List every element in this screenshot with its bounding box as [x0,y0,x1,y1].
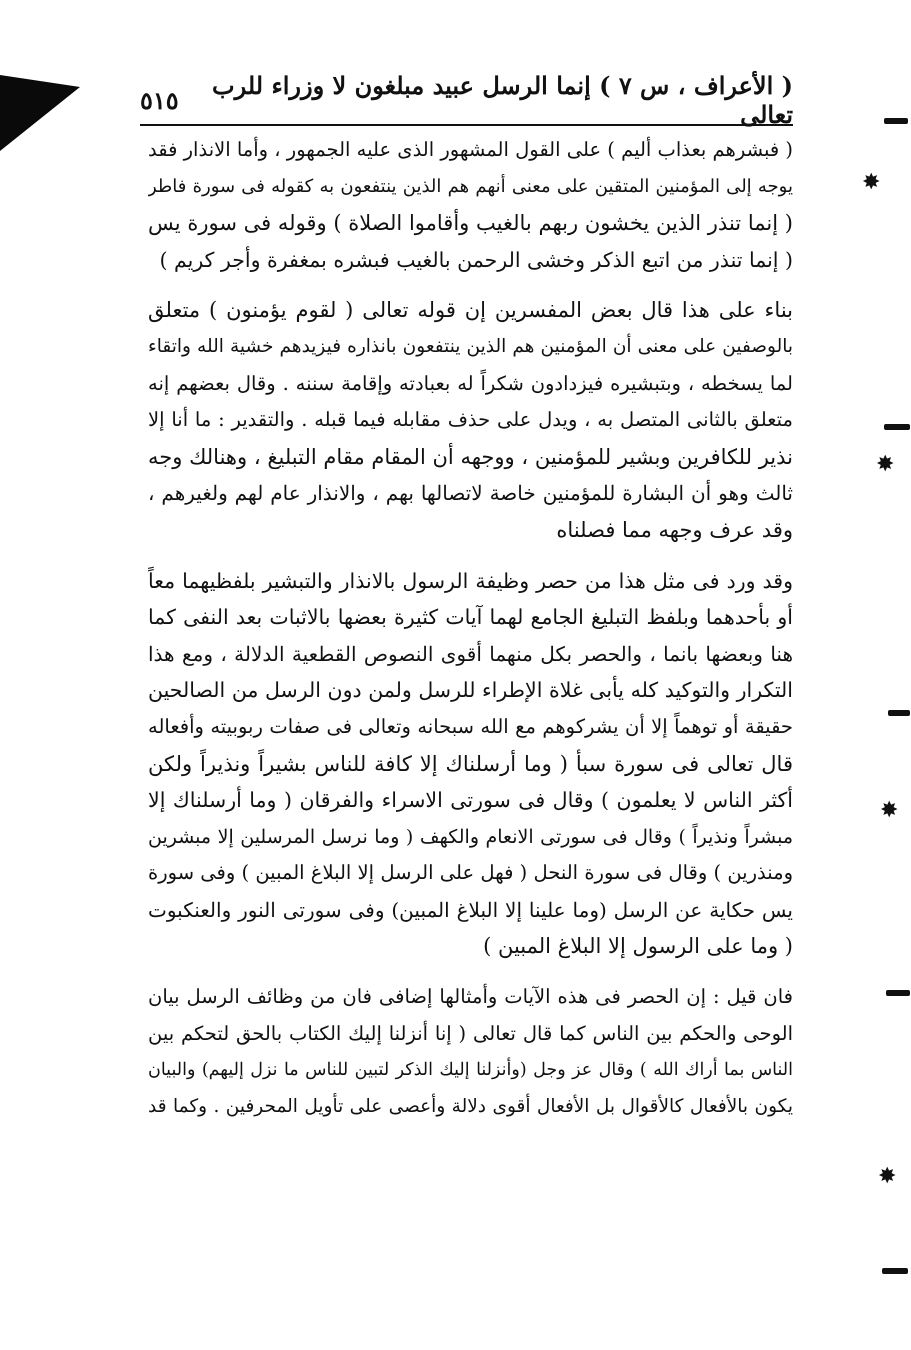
text-line: يس حكاية عن الرسل (وما علينا إلا البلاغ المبين) وفى سورتى النور والعنكبوت [148,897,793,922]
margin-mark [884,118,908,124]
text-line: فان قيل : إن الحصر فى هذه الآيات وأمثالها إضافى فان من وظائف الرسل بيان [148,985,793,1009]
black-corner-tab [0,49,80,151]
book-page: ( الأعراف ، س ٧ ) إنما الرسل عبيد مبلغون لا وزراء للرب تعالى ٥١٥ ( فبشرهم بعذاب أليم ) على القول المشهور الذى عليه الجمهور ، وأما الانذار فقد يوجه إلى المؤمنين المتقين على معنى أنهم هم الذين ينتفعون به كقوله فى سورة فاطر ( إنما تنذر الذين يخشون ربهم بالغيب وأقاموا الصلاة ) وقوله فى سورة يس ( إنما تنذر من اتبع الذكر وخشى الرحمن بالغيب فبشره بمغفرة وأجر كريم ) بناء على هذا قال بعض المفسرين إن قوله تعالى ( لقوم يؤمنون ) متعلق بالوصفين على معنى أن المؤمنين هم الذين ينتفعون بانذاره فيزيدهم خشية الله واتقاء لما يسخطه ، وبتبشيره فيزدادون شكراً له بعبادته وإقامة سننه . وقال بعضهم إنه متعلق بالثانى المتصل به ، ويدل على حذف مقابله فيما قبله . والتقدير : ما أنا إلا نذير للكافرين وبشير للمؤمنين ، ووجهه أن المقام مقام التبليغ ، وهنالك وجه ثالث وهو أن البشارة للمؤمنين خاصة لاتصالها بهم ، والانذار عام لهم ولغيرهم ، وقد عرف وجهه مما فصلناه وقد ورد فى مثل هذا من حصر وظيفة الرسول بالانذار والتبشير بلفظيهما معاً أو بأحدهما وبلفظ التبليغ الجامع لهما آيات كثيرة بعضها بالاثبات بعد النفى كما هنا وبعضها بانما ، والحصر بكل منهما أقوى النصوص القطعية الدلالة ، ومع هذا التكرار والتوكيد كله يأبى غلاة الإطراء للرسل ولمن دون الرسل من الصالحين حقيقة أو توهماً إلا أن يشركوهم مع الله سبحانه وتعالى فى صفات ربوبيته وأفعاله قال تعالى فى سورة سبأ ( وما أرسلناك إلا كافة للناس بشيراً ونذيراً ولكن أكثر الناس لا يعلمون ) وقال فى سورتى الاسراء والفرقان ( وما أرسلناك إلا مبشراً ونذيراً ) وقال فى سورتى الانعام والكهف ( وما نرسل المرسلين إلا مبشرين ومنذرين ) وقال فى سورة النحل ( فهل على الرسل إلا البلاغ المبين ) وفى سورة يس حكاية عن الرسل (وما علينا إلا البلاغ المبين) وفى سورتى النور والعنكبوت ( وما على الرسول إلا البلاغ المبين ) فان قيل : إن الحصر فى هذه الآيات وأمثالها إضافى فان من وظائف الرسل بيان الوحى والحكم بين الناس كما قال تعالى ( إنا أنزلنا إليك الكتاب بالحق لتحكم بين الناس بما أراك الله ) وقال عز وجل (وأنزلنا إليك الذكر لتبين للناس ما نزل إليهم) والبيان يكون بالأفعال كالأقوال بل الأفعال أقوى دلالة وأعصى على تأويل المحرفين . وكما قد ✸ ✸ ✸ ✸ [0,0,911,1350]
text-line: أكثر الناس لا يعلمون ) وقال فى سورتى الاسراء والفرقان ( وما أرسلناك إلا [148,788,793,813]
text-line: لما يسخطه ، وبتبشيره فيزدادون شكراً له بعبادته وإقامة سننه . وقال بعضهم إنه [148,371,793,395]
text-line: التكرار والتوكيد كله يأبى غلاة الإطراء للرسل ولمن دون الرسل من الصالحين [148,678,793,703]
margin-mark [888,710,910,716]
text-line: أو بأحدهما وبلفظ التبليغ الجامع لهما آيات كثيرة بعضها بالاثبات بعد النفى كما [148,605,793,630]
text-line: بناء على هذا قال بعض المفسرين إن قوله تعالى ( لقوم يؤمنون ) متعلق [148,298,793,323]
paragraph-4 [148,746,793,966]
text-line: ثالث وهو أن البشارة للمؤمنين خاصة لاتصالها بهم ، والانذار عام لهم ولغيرهم ، [148,481,793,506]
text-line: متعلق بالثانى المتصل به ، ويدل على حذف مقابله فيما قبله . والتقدير : ما أنا إلا [148,408,793,432]
page-body [148,132,793,1125]
header-rule [140,124,793,126]
text-line: وقد عرف وجهه مما فصلناه [556,517,793,542]
paragraph-5 [148,979,793,1125]
paragraph-2 [148,292,793,548]
text-line: الوحى والحكم بين الناس كما قال تعالى ( إنا أنزلنا إليك الكتاب بالحق لتحكم بين [148,1021,793,1045]
header-title: ( الأعراف ، س ٧ ) إنما الرسل عبيد مبلغون لا وزراء للرب تعالى [212,71,793,129]
margin-mark [882,1268,908,1274]
text-line: وقد ورد فى مثل هذا من حصر وظيفة الرسول بالانذار والتبشير بلفظيهما معاً [148,568,793,593]
running-header [140,71,793,129]
paragraph-1 [148,132,793,278]
text-line: يكون بالأفعال كالأقوال بل الأفعال أقوى دلالة وأعصى على تأويل المحرفين . وكما قد [148,1095,793,1117]
text-line: ومنذرين ) وقال فى سورة النحل ( فهل على الرسل إلا البلاغ المبين ) وفى سورة [148,861,793,885]
margin-mark [886,990,910,996]
text-line: ( إنما تنذر الذين يخشون ربهم بالغيب وأقاموا الصلاة ) وقوله فى سورة يس [148,211,793,236]
text-line: ( فبشرهم بعذاب أليم ) على القول المشهور الذى عليه الجمهور ، وأما الانذار فقد [148,138,793,161]
page-number: ٥١٥ [140,85,179,115]
text-line: ( وما على الرسول إلا البلاغ المبين ) [483,934,793,959]
paragraph-3 [148,563,793,746]
text-line: بالوصفين على معنى أن المؤمنين هم الذين ينتفعون بانذاره فيزيدهم خشية الله واتقاء [148,335,793,357]
text-line: هنا وبعضها بانما ، والحصر بكل منهما أقوى النصوص القطعية الدلالة ، ومع هذا [148,641,793,666]
text-line: ( إنما تنذر من اتبع الذكر وخشى الرحمن بالغيب فبشره بمغفرة وأجر كريم ) [159,247,793,272]
text-line: مبشراً ونذيراً ) وقال فى سورتى الانعام والكهف ( وما نرسل المرسلين إلا مبشرين [148,825,793,848]
text-line: الناس بما أراك الله ) وقال عز وجل (وأنزلنا إليك الذكر لتبين للناس ما نزل إليهم) والبيان [148,1060,793,1081]
text-line: نذير للكافرين وبشير للمؤمنين ، ووجهه أن المقام مقام التبليغ ، وهنالك وجه [148,444,793,469]
text-line: يوجه إلى المؤمنين المتقين على معنى أنهم هم الذين ينتفعون به كقوله فى سورة فاطر [148,175,793,197]
text-line: قال تعالى فى سورة سبأ ( وما أرسلناك إلا كافة للناس بشيراً ونذيراً ولكن [148,751,793,776]
text-line: حقيقة أو توهماً إلا أن يشركوهم مع الله سبحانه وتعالى فى صفات ربوبيته وأفعاله [148,714,793,738]
margin-mark [884,424,910,430]
